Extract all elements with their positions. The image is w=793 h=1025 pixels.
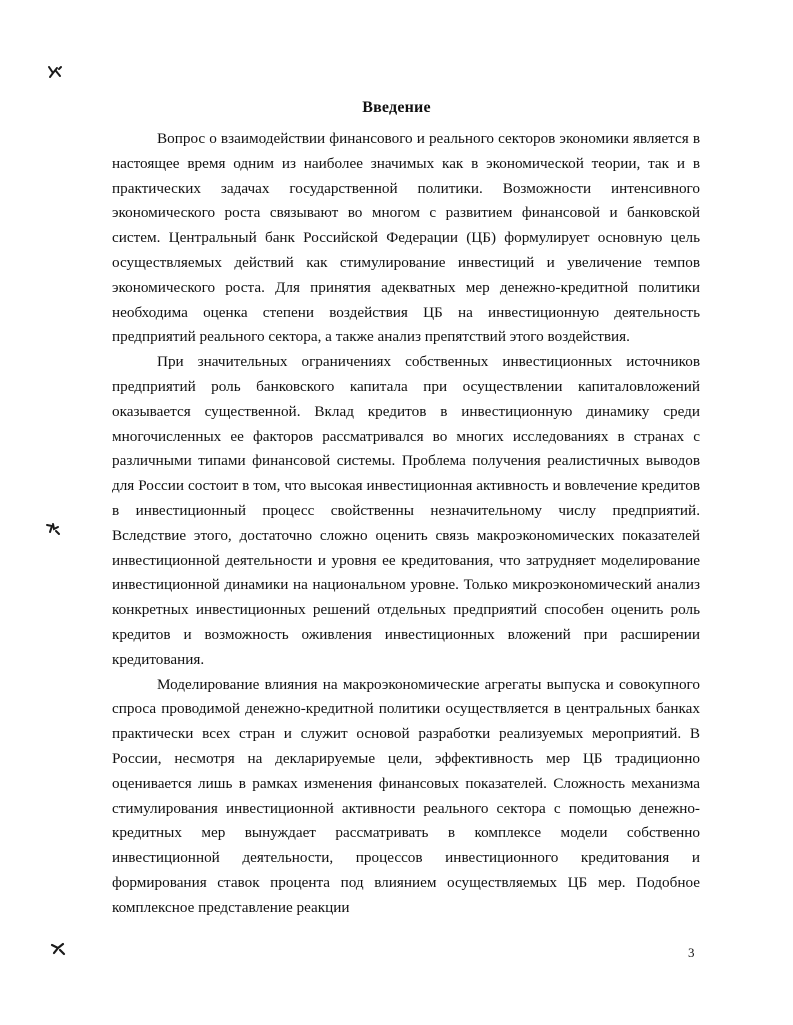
scan-mark-icon bbox=[45, 522, 61, 536]
paragraph: Моделирование влияния на макроэкономические агрегаты выпуска и совокупного спроса проводимой денежно-кредитной политики осуществляется в центральных банках практически всех стран и служит основой разработки реализуемых мероприятий. В России, несмотря на декларируемые цели, эффективность мер ЦБ традиционно оценивается лишь в рамках изменения финансовых показателей. Сложность механизма стимулирования инвестиционной активности реального сектора с помощью денежно-кредитных мер вынуждает рассматривать в комплексе модели собственно инвестиционной деятельности, процессов инвестиционного кредитования и формирования ставок процента под влиянием осуществляемых ЦБ мер. Подобное комплексное представление реакции bbox=[112, 675, 700, 916]
document-body bbox=[112, 127, 700, 921]
page-number: 3 bbox=[688, 945, 695, 960]
scan-mark-icon bbox=[47, 65, 63, 79]
paragraph: При значительных ограничениях собственных инвестиционных источников предприятий роль банковского капитала при осуществлении капиталовложений оказывается существенной. Вклад кредитов в инвестиционную динамику среди многочисленных ее факторов рассматривался во многих исследованиях в странах с различными типами финансовой системы. Проблема получения реалистичных выводов для России состоит в том, что высокая инвестиционная активность и вовлечение кредитов в инвестиционный процесс свойственны незначительному числу предприятий. Вследствие этого, достаточно сложно оценить связь макроэкономических показателей инвестиционной деятельности и уровня ее кредитования, что затрудняет моделирование инвестиционной динамики на национальном уровне. Только микроэкономический анализ конкретных инвестиционных решений отдельных предприятий способен оценить роль кредитов и возможность оживления инвестиционных вложений при расширении кредитования. bbox=[112, 353, 700, 668]
page-title: Введение bbox=[362, 99, 431, 116]
paragraph: Вопрос о взаимодействии финансового и реального секторов экономики является в настоящее время одним из наиболее значимых как в экономической теории, так и в практических задачах государственной политики. Возможности интенсивного экономического роста связывают во многом с развитием финансовой и банковской систем. Центральный банк Российской Федерации (ЦБ) формулирует основную цель осуществляемых действий как стимулирование инвестиций и увеличение темпов экономического роста. Для принятия адекватных мер денежно-кредитной политики необходима оценка степени воздействия ЦБ на инвестиционную деятельность предприятий реального сектора, а также анализ препятствий этого воздействия. bbox=[112, 130, 700, 346]
scan-mark-icon bbox=[50, 942, 66, 956]
